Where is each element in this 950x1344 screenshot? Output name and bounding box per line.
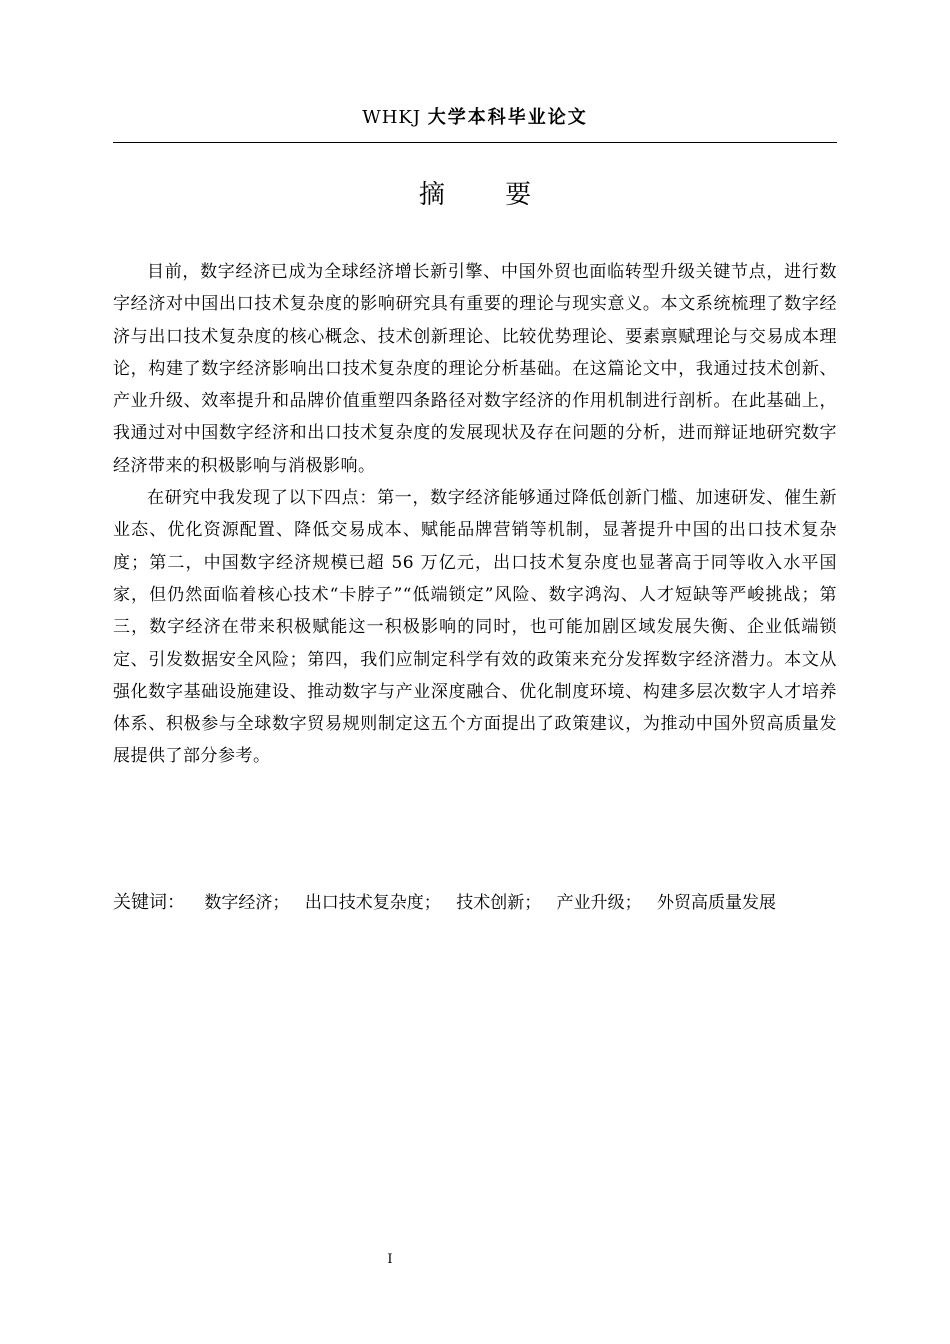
keyword-item: 外贸高质量发展 bbox=[657, 893, 777, 913]
keywords-line bbox=[113, 889, 837, 917]
keyword-item: 技术创新； bbox=[456, 893, 542, 913]
page-number: I bbox=[387, 1252, 393, 1267]
abstract-body bbox=[113, 256, 837, 773]
keyword-item: 数字经济； bbox=[204, 893, 290, 913]
header-school: 大学本科毕业论文 bbox=[427, 107, 588, 128]
header-divider bbox=[113, 142, 837, 143]
abstract-title: 摘 要 bbox=[418, 180, 558, 210]
keyword-item: 产业升级； bbox=[556, 893, 642, 913]
keyword-item: 出口技术复杂度； bbox=[304, 893, 441, 913]
abstract-paragraph-2: 在研究中我发现了以下四点：第一，数字经济能够通过降低创新门槛、加速研发、催生新业态、优化资源配置、降低交易成本、赋能品牌营销等机制，显著提升中国的出口技术复杂度；第二，中国数字经济规模已超 56 万亿元，出口技术复杂度也显著高于同等收入水平国家，但仍然面临着核心技术“卡脖子”“低端锁定”风险、数字鸿沟、人才短缺等严峻挑战；第三，数字经济在带来积极赋能这一积极影响的同时，也可能加剧区域发展失衡、企业低端锁定、引发数据安全风险；第四，我们应制定科学有效的政策来充分发挥数字经济潜力。本文从强化数字基础设施建设、推动数字与产业深度融合、优化制度环境、构建多层次数字人才培养体系、积极参与全球数字贸易规则制定这五个方面提出了政策建议，为推动中国外贸高质量发展提供了部分参考。 bbox=[113, 488, 837, 767]
header-prefix: WHKJ bbox=[362, 107, 422, 128]
keywords-label: 关键词： bbox=[113, 892, 185, 913]
running-header bbox=[113, 104, 837, 132]
abstract-paragraph-1: 目前，数字经济已成为全球经济增长新引擎、中国外贸也面临转型升级关键节点，进行数字经济对中国出口技术复杂度的影响研究具有重要的理论与现实意义。本文系统梳理了数字经济与出口技术复杂度的核心概念、技术创新理论、比较优势理论、要素禀赋理论与交易成本理论，构建了数字经济影响出口技术复杂度的理论分析基础。在这篇论文中，我通过技术创新、产业升级、效率提升和品牌价值重塑四条路径对数字经济的作用机制进行剖析。在此基础上，我通过对中国数字经济和出口技术复杂度的发展现状及存在问题的分析，进而辩证地研究数字经济带来的积极影响与消极影响。 bbox=[113, 262, 837, 476]
